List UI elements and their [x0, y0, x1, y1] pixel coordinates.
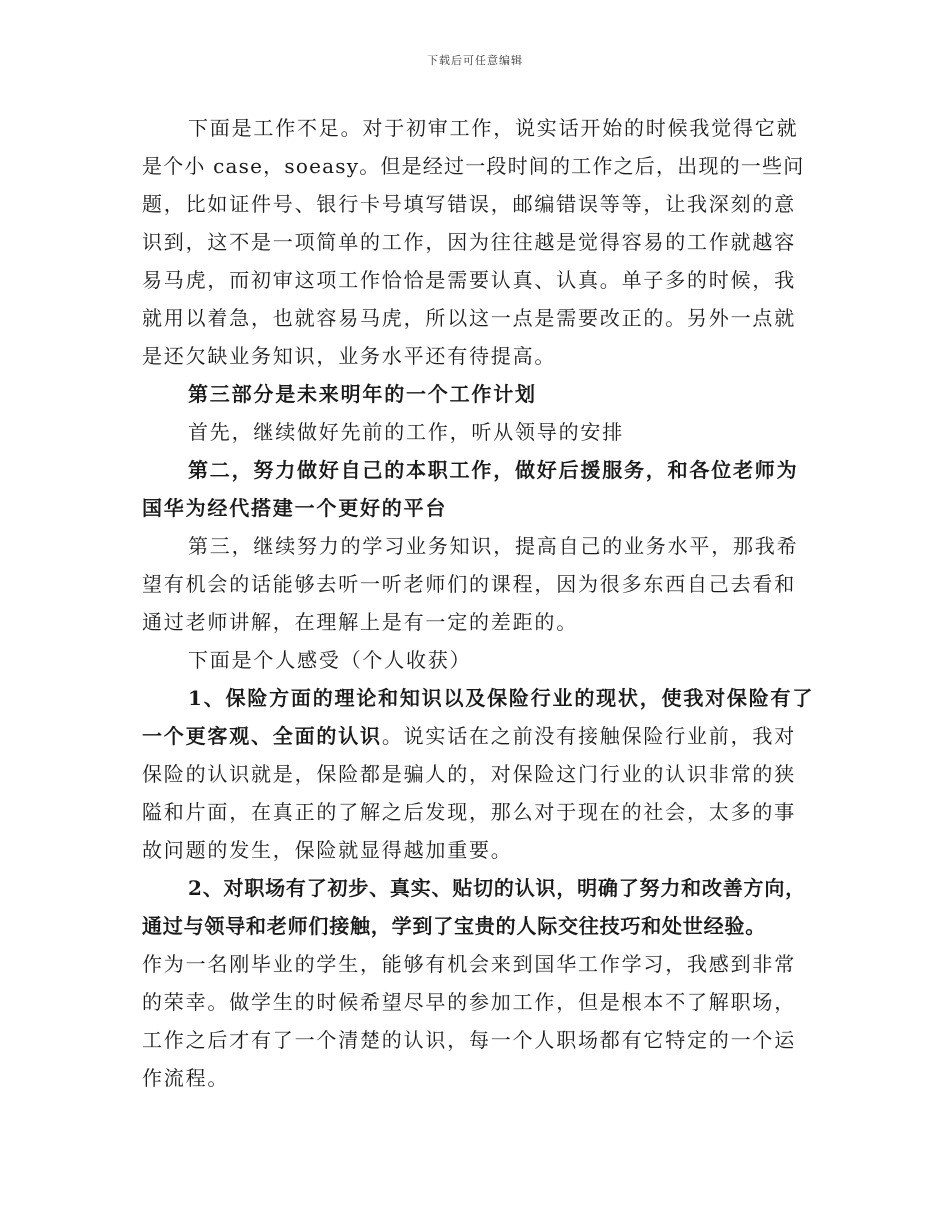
text-line: 易马虎，而初审这项工作恰恰是需要认真、认真。单子多的时候，我	[142, 268, 796, 292]
text-line: 作为一名刚毕业的学生，能够有机会来到国华工作学习，我感到非常	[142, 952, 796, 976]
paragraph-personal-heading	[142, 641, 814, 679]
text-line: 就用以着急，也就容易马虎，所以这一点是需要改正的。另外一点就	[142, 306, 796, 330]
text-line: 2、对职场有了初步、真实、贴切的认识，明确了努力和改善方向，	[188, 876, 806, 900]
bold-run: 一个更客观、全面的认识	[142, 724, 382, 748]
paragraph-plan-second	[142, 451, 814, 527]
text-line-mixed	[142, 717, 814, 755]
text-line: 作流程。	[142, 1066, 230, 1090]
text-line: 第三部分是未来明年的一个工作计划	[188, 382, 537, 406]
text-line: 通过老师讲解，在理解上是有一定的差距的。	[142, 610, 578, 634]
text-line: 下面是个人感受（个人收获）	[188, 648, 472, 672]
text-line: 第二，努力做好自己的本职工作，做好后援服务，和各位老师为	[188, 458, 799, 482]
text-line: 1、保险方面的理论和知识以及保险行业的现状，使我对保险有了	[188, 686, 815, 710]
text-line: 是还欠缺业务知识，业务水平还有待提高。	[142, 344, 557, 368]
text-line: 下面是工作不足。对于初审工作，说实话开始的时候我觉得它就	[188, 116, 799, 140]
text-line: 识到，这不是一项简单的工作，因为往往越是觉得容易的工作就越容	[142, 230, 796, 254]
text-line: 第三，继续努力的学习业务知识，提高自己的业务水平，那我希	[188, 534, 799, 558]
paragraph-workplace	[142, 869, 814, 1097]
normal-run: 。说实话在之前没有接触保险行业前，我对	[381, 724, 797, 748]
text-line: 隘和片面，在真正的了解之后发现，那么对于现在的社会，太多的事	[142, 800, 796, 824]
text-line: 是个小 case，soeasy。但是经过一段时间的工作之后，出现的一些问	[142, 154, 805, 178]
paragraph-insurance-knowledge	[142, 679, 814, 869]
text-line: 通过与领导和老师们接触，学到了宝贵的人际交往技巧和处世经验。	[142, 914, 766, 938]
text-line: 题，比如证件号、银行卡号填写错误，邮编错误等等，让我深刻的意	[142, 192, 796, 216]
text-line: 故问题的发生，保险就显得越加重要。	[142, 838, 513, 862]
page-header: 下载后可任意编辑	[427, 54, 523, 67]
text-line: 国华为经代搭建一个更好的平台	[142, 496, 448, 520]
paragraph-shortcomings	[142, 109, 814, 375]
text-line: 望有机会的话能够去听一听老师们的课程，因为很多东西自己去看和	[142, 572, 796, 596]
paragraph-plan-first	[142, 413, 814, 451]
text-line: 工作之后才有了一个清楚的认识，每一个人职场都有它特定的一个运	[142, 1028, 796, 1052]
paragraph-plan-third	[142, 527, 814, 641]
document-body	[142, 109, 814, 1097]
text-line: 的荣幸。做学生的时候希望尽早的参加工作，但是根本不了解职场，	[142, 990, 796, 1014]
text-line: 保险的认识就是，保险都是骗人的，对保险这门行业的认识非常的狭	[142, 762, 796, 786]
section-heading-plan	[142, 375, 814, 413]
text-line: 首先，继续做好先前的工作，听从领导的安排	[188, 420, 624, 444]
